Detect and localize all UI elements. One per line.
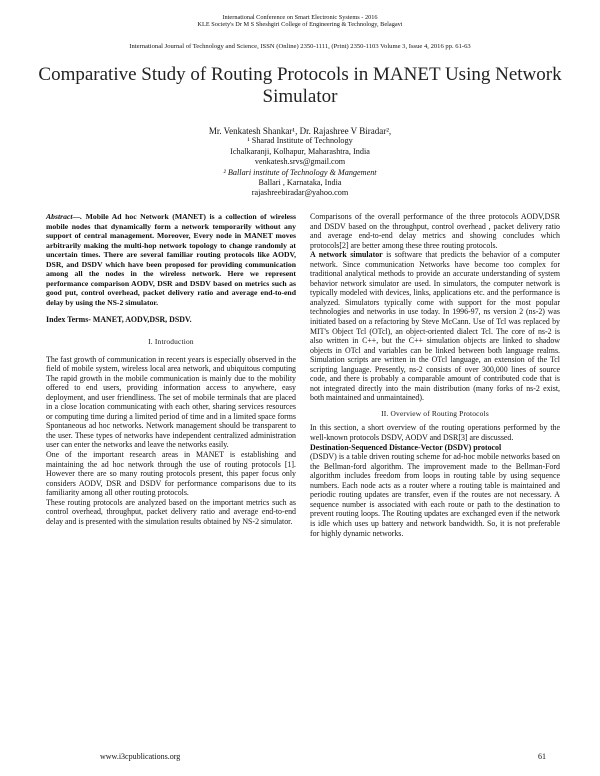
section-2-heading: II. Overview of Routing Protocols <box>381 408 489 418</box>
affiliation-1-place: Ichalkaranji, Kolhapur, Maharashtra, India <box>230 146 370 156</box>
intro-paragraph-3: These routing protocols are analyzed based on the important metrics such as control overhead, throughput, packet delivery ratio and average end-to-end delay and is presented with the simulation results obtained by NS-2 simulator. <box>46 497 296 526</box>
author-names: Mr. Venkatesh Shankar¹, Dr. Rajashree V Biradar², <box>208 126 392 136</box>
affiliation-1-email: venkatesh.srvs@gmail.com <box>254 157 346 167</box>
abstract-lead: Abstract—. <box>46 212 83 221</box>
intro-paragraph-2: One of the important research areas in MANET is establishing and maintaining the ad hoc network through the use of routing protocols [1]. However there are so many routing protocols present, this paper focus only considers AODV, DSR and DSDV for performance comparisons due to its familiarity among all other routing protocols. <box>46 450 296 498</box>
dsdv-paragraph: (DSDV) is a table driven routing scheme for ad-hoc mobile networks based on the Bellman-ford algorithm. The improvement made to the Bellman-Ford algorithm includes freedom from loops in routing table by using sequence numbers. Each node acts as a router where a routing table is maintained and periodic routing updates are transfer, even if the routes are not necessary. A sequence number is associated with each route or path to the destination to prevent routing loops. The Routing updates are exchanged even if the network is idle which uses up battery and network bandwidth. So, it is not preferable for highly dynamic networks. <box>310 452 560 538</box>
footer-page-number: 61 <box>538 752 546 761</box>
right-column <box>310 212 560 538</box>
author-block <box>100 126 500 199</box>
journal-line: International Journal of Technology and Science, ISSN (Online) 2350-1111, (Print) 2350-1103 Volume 3, Issue 4, 2016 pp. 61-63 <box>129 43 471 50</box>
comparison-paragraph: Comparisons of the overall performance of the three protocols AODV,DSR and DSDV based on the throughput, control overhead , packet delivery ratio and average end-to-end delay metrics and showing concludes which protocols[2] are better among these three routing protocols. <box>310 212 560 250</box>
network-simulator-text: is software that predicts the behavior of a computer network. Since communication Networks have become too complex for traditional analytical methods to provide an accurate understanding of system behavior network simulator are used. In simulators, the computer network is typically modeled with devices, links, applications etc. and the performance is analyzed. Simulators typically come with support for the most popular technologies and networks in use today. In 1996-97, ns version 2 (ns-2) was initiated based on a refactoring by Steve McCann. Use of Tcl was replaced by MIT's Object Tcl (OTcl), an object-oriented dialect Tcl. The core of ns-2 is also written in C++, but the C++ simulation objects are linked to shadow objects in OTcl and variables can be linked between both language realms. Simulation scripts are written in the OTcl language, an extension of the Tcl scripting language. Presently, ns-2 consists of over 300,000 lines of source code, and there is probably a comparable amount of contributed code that is not integrated directly into the main distribution (many forks of ns-2 exist, both maintained and unmaintained). <box>310 250 560 403</box>
network-simulator-paragraph <box>310 250 560 403</box>
affiliation-1-name: ¹ Sharad Institute of Technology <box>247 136 353 146</box>
network-simulator-lead: A network simulator <box>310 250 383 260</box>
affiliation-2-name: ² Ballari institute of Technology & Mangement <box>223 167 377 177</box>
footer-website: www.i3cpublications.org <box>100 752 181 761</box>
overview-paragraph: In this section, a short overview of the routing operations performed by the well-known protocols DSDV, AODV and DSR[3] are discussed. <box>310 423 560 443</box>
affiliation-2-email: rajashreebiradar@yahoo.com <box>251 188 349 198</box>
abstract <box>46 212 296 307</box>
index-terms: Index Terms- MANET, AODV,DSR, DSDV. <box>46 315 192 325</box>
affiliation-2-place: Ballari , Karnataka, India <box>258 178 342 188</box>
section-1-heading: I. Introduction <box>148 337 194 347</box>
intro-paragraph-1: The fast growth of communication in recent years is especially observed in the field of mobile system, wireless local area network, and ubiquitous computing The rapid growth in the mobile communication is mainly due to the mobility offered to end users, providing information access to anywhere, easy deployment, and user friendliness. The set of mobile terminals that are placed in a close location communicating with each other, sharing services resources or computing time during a limited period of time and in a limited space forms Spontaneous ad hoc networks. Network management should be transparent to the user. These types of networks have independent centralized administration user can enter the networks and leave the networks easily. <box>46 354 296 450</box>
paper-title: Comparative Study of Routing Protocols in MANET Using Network Simulator <box>38 64 562 107</box>
left-column <box>46 212 296 526</box>
abstract-text: Mobile Ad hoc Network (MANET) is a collection of wireless mobile nodes that dynamically form a network temporarily without any support of central management. Moreover, Every node in MANET moves arbitrarily making the multi-hop network topology to change randomly at uncertain times. There are several familiar routing protocols like AODV, DSR, and DSDV which have been proposed for providing communication among all the nodes in the wireless network. Here we represent performance comparison AODV, DSR and DSDV based on metrics such as good put, control overhead, packet delivery ratio and average end-to-end delay by using the NS-2 simulator. <box>46 212 296 307</box>
dsdv-heading: Destination-Sequenced Distance-Vector (DSDV) protocol <box>310 442 502 452</box>
conference-line-1: International Conference on Smart Electronic Systems - 2016 <box>222 14 378 21</box>
conference-line-2: KLE Society's Dr M S Sheshgiri College of Engineering & Technology, Belagavi <box>197 21 403 28</box>
